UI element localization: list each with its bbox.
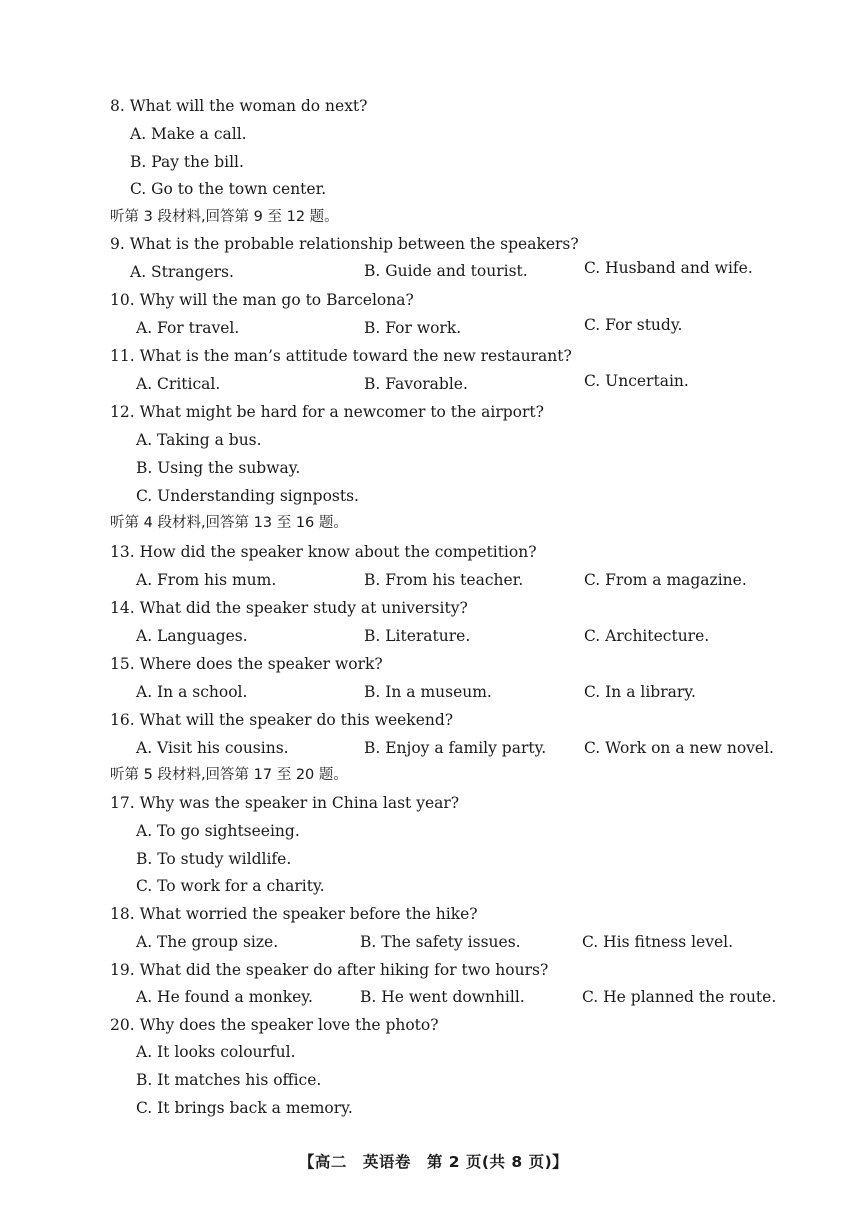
q15-option-c: C. In a library. [584,683,696,701]
q18-option-a: A. The group size. [136,933,279,951]
q15-option-a: A. In a school. [136,683,248,701]
section-3-instruction: 听第 3 段材料,回答第 9 至 12 题。 [110,209,339,225]
q13-option-b: B. From his teacher. [364,571,524,589]
q8-option-c: C. Go to the town center. [130,180,327,198]
q16-option-c: C. Work on a new novel. [584,739,774,757]
q17-option-b: B. To study wildlife. [136,850,292,868]
q13-option-c: C. From a magazine. [584,571,747,589]
q20-option-a: A. It looks colourful. [136,1043,296,1061]
question-18: 18. What worried the speaker before the hike? [110,905,478,923]
question-9: 9. What is the probable relationship between the speakers? [110,235,579,253]
q11-option-c: C. Uncertain. [584,372,689,390]
question-17: 17. Why was the speaker in China last year? [110,794,460,812]
q10-option-b: B. For work. [364,319,462,337]
question-11: 11. What is the man’s attitude toward the new restaurant? [110,347,572,365]
question-14: 14. What did the speaker study at university? [110,599,468,617]
section-5-instruction: 听第 5 段材料,回答第 17 至 20 题。 [110,767,348,783]
q19-option-a: A. He found a monkey. [136,988,313,1006]
q15-option-b: B. In a museum. [364,683,492,701]
question-8: 8. What will the woman do next? [110,97,368,115]
q20-option-b: B. It matches his office. [136,1071,322,1089]
q9-option-b: B. Guide and tourist. [364,262,528,280]
section-4-instruction: 听第 4 段材料,回答第 13 至 16 题。 [110,515,348,531]
q16-option-a: A. Visit his cousins. [136,739,289,757]
q11-option-b: B. Favorable. [364,375,468,393]
q9-option-a: A. Strangers. [130,263,234,281]
q13-option-a: A. From his mum. [136,571,277,589]
question-12: 12. What might be hard for a newcomer to the airport? [110,403,544,421]
q16-option-b: B. Enjoy a family party. [364,739,547,757]
page-footer: 【高二 英语卷 第 2 页(共 8 页)】 [298,1153,569,1171]
question-16: 16. What will the speaker do this weekend? [110,711,454,729]
q9-option-c: C. Husband and wife. [584,259,753,277]
q18-option-b: B. The safety issues. [360,933,521,951]
q12-option-b: B. Using the subway. [136,459,301,477]
q19-option-b: B. He went downhill. [360,988,525,1006]
q8-option-b: B. Pay the bill. [130,153,244,171]
question-19: 19. What did the speaker do after hiking for two hours? [110,961,549,979]
q8-option-a: A. Make a call. [130,125,247,143]
q10-option-a: A. For travel. [136,319,240,337]
q18-option-c: C. His fitness level. [582,933,734,951]
q14-option-c: C. Architecture. [584,627,710,645]
q17-option-a: A. To go sightseeing. [136,822,300,840]
q14-option-a: A. Languages. [136,627,248,645]
q12-option-c: C. Understanding signposts. [136,487,359,505]
q12-option-a: A. Taking a bus. [136,431,262,449]
question-15: 15. Where does the speaker work? [110,655,383,673]
question-13: 13. How did the speaker know about the competition? [110,543,537,561]
q17-option-c: C. To work for a charity. [136,877,325,895]
q11-option-a: A. Critical. [136,375,221,393]
q10-option-c: C. For study. [584,316,683,334]
q14-option-b: B. Literature. [364,627,471,645]
question-20: 20. Why does the speaker love the photo? [110,1016,439,1034]
question-10: 10. Why will the man go to Barcelona? [110,291,414,309]
q19-option-c: C. He planned the route. [582,988,777,1006]
q20-option-c: C. It brings back a memory. [136,1099,353,1117]
